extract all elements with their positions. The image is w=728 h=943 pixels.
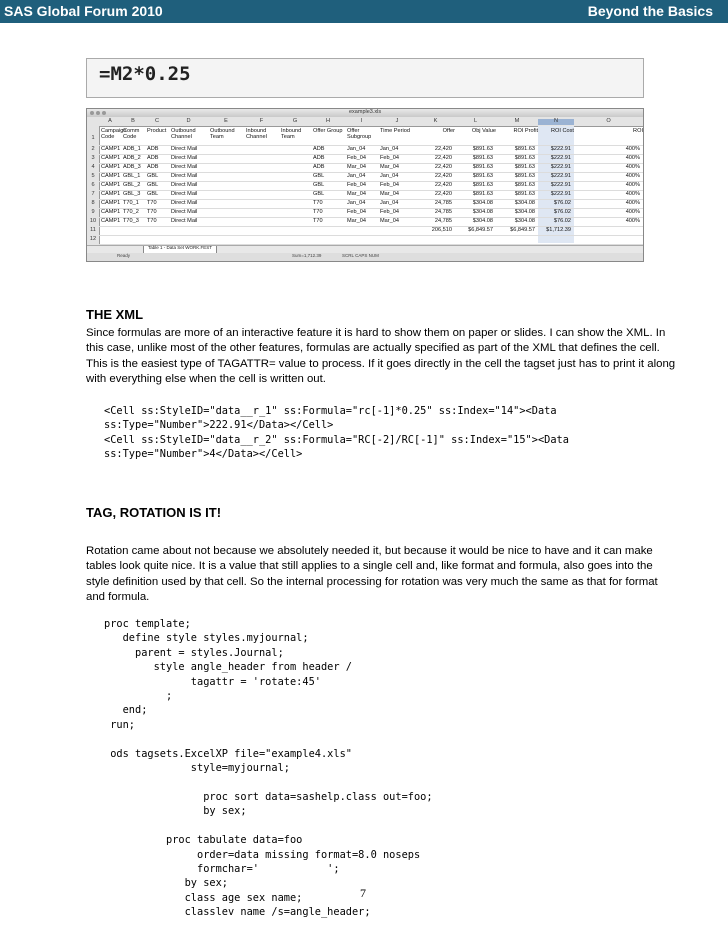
paragraph-line: tables look quite nice. It is a value that still applies to a single cell and, like format and formula, also goes into the	[86, 560, 653, 573]
table-cell: GBL_3	[123, 191, 141, 197]
table-cell: 400%	[625, 200, 640, 206]
table-cell: T70	[313, 200, 323, 206]
table-cell: 400%	[625, 164, 640, 170]
table-cell: CAMP1	[101, 155, 121, 161]
code-line	[104, 819, 433, 833]
table-cell: Direct Mail	[171, 155, 198, 161]
row-header: 9	[91, 209, 95, 215]
table-cell: Jan_04	[380, 200, 399, 206]
code-line: define style styles.myjournal;	[104, 632, 309, 645]
table-cell: GBL	[313, 182, 325, 188]
table-cell: ADB_3	[123, 164, 141, 170]
column-header: D	[186, 118, 191, 124]
table-cell: 22,420	[434, 191, 452, 197]
header-cell: Time Period	[380, 128, 410, 134]
paragraph-line: this case, unlike most of the other features, formulas are actually specified as part of the XML that defines the cell.	[86, 342, 660, 355]
table-cell: T70_2	[123, 209, 139, 215]
code-line: proc tabulate data=foo	[104, 834, 303, 847]
table-cell: Jan_04	[380, 173, 399, 179]
table-cell: $891.63	[514, 164, 535, 170]
table-cell: ADB	[313, 164, 325, 170]
table-cell: Direct Mail	[171, 209, 198, 215]
table-cell: $891.63	[514, 146, 535, 152]
table-cell: T70	[313, 209, 323, 215]
column-header: J	[395, 118, 399, 124]
table-cell: ADB_1	[123, 146, 141, 152]
table-cell: CAMP1	[101, 191, 121, 197]
code-line	[104, 732, 433, 746]
column-header: O	[606, 118, 611, 124]
section-title: TAG, ROTATION IS IT!	[86, 505, 222, 520]
table-cell: $304.08	[472, 218, 493, 224]
code-line: run;	[104, 718, 135, 731]
code-line: ods tagsets.ExcelXP file="example4.xls"	[104, 747, 352, 760]
table-cell: CAMP1	[101, 182, 121, 188]
code-line: formchar=' ';	[104, 862, 340, 875]
table-cell: 400%	[625, 173, 640, 179]
row-header: 8	[91, 200, 95, 206]
code-line: ;	[104, 690, 173, 703]
table-cell: $891.63	[514, 182, 535, 188]
column-header: E	[224, 118, 228, 124]
table-cell: $222.91	[550, 155, 571, 161]
table-cell: $891.63	[472, 146, 493, 152]
table-cell: Direct Mail	[171, 200, 198, 206]
table-cell: Mar_04	[347, 191, 366, 197]
header-cell: Outbound Team	[210, 128, 235, 140]
table-cell: $76.02	[553, 200, 571, 206]
table-cell: $222.91	[550, 173, 571, 179]
code-line: classlev name /s=angle_header;	[104, 906, 371, 919]
status-modes: SCRL CAPS NUM	[342, 253, 379, 258]
header-cell: Inbound Team	[281, 128, 302, 140]
table-cell: CAMP1	[101, 164, 121, 170]
table-cell: Mar_04	[380, 218, 399, 224]
code-line: ss:Type="Number">222.91</Data></Cell>	[104, 419, 334, 432]
sheet-tab: Table 1 - Data Set WORK.FEST	[143, 246, 217, 254]
header-cell: ROI	[633, 128, 643, 134]
table-cell: $222.91	[550, 164, 571, 170]
row-header: 3	[91, 155, 95, 161]
row-header: 5	[91, 173, 95, 179]
column-header: K	[433, 118, 438, 124]
table-cell: T70	[147, 218, 157, 224]
column-header: N	[538, 119, 574, 125]
table-cell: 22,420	[434, 173, 452, 179]
table-cell: T70	[147, 209, 157, 215]
table-cell: $891.63	[472, 164, 493, 170]
table-cell: Mar_04	[347, 164, 366, 170]
table-cell: 400%	[625, 191, 640, 197]
table-cell: Feb_04	[347, 182, 366, 188]
column-header: I	[360, 118, 363, 124]
table-cell: $76.02	[553, 218, 571, 224]
table-cell: $891.63	[514, 173, 535, 179]
table-cell: 400%	[625, 209, 640, 215]
table-cell: $222.91	[550, 182, 571, 188]
code-line: by sex;	[104, 877, 228, 890]
table-cell: $891.63	[472, 155, 493, 161]
table-cell: $891.63	[514, 191, 535, 197]
formula-bar-screenshot	[86, 58, 644, 98]
table-cell: GBL	[313, 191, 325, 197]
status-ready: Ready	[117, 253, 131, 258]
page-header	[0, 0, 728, 23]
paragraph-line: Since formulas are more of an interactive feature it is hard to show them on paper or slides. I can show the XML. In	[86, 327, 666, 339]
row-header: 11	[90, 227, 96, 233]
table-cell: $222.91	[550, 191, 571, 197]
table-cell: T70	[147, 200, 157, 206]
code-line: style angle_header from header /	[104, 661, 352, 674]
spreadsheet-screenshot	[86, 108, 644, 262]
table-cell: ADB_2	[123, 155, 141, 161]
row-header: 10	[89, 218, 97, 224]
code-line: tagattr = 'rotate:45'	[104, 675, 321, 688]
header-cell: Offer	[442, 128, 455, 134]
table-cell: 400%	[625, 146, 640, 152]
table-cell: CAMP1	[101, 209, 121, 215]
paragraph-line: Rotation came about not because we absolutely needed it, but because it would be nice to have and it can make	[86, 545, 653, 557]
table-cell: GBL	[313, 173, 325, 179]
formula-text: =M2*0.25	[99, 63, 191, 85]
paragraph-line: style definition used by that cell. So the internal processing for rotation was very much the same as that for format	[86, 575, 658, 588]
header-cell: Outbound Channel	[171, 128, 196, 140]
code-line: style=myjournal;	[104, 762, 290, 775]
code-line: order=data missing format=8.0 noseps	[104, 848, 421, 861]
table-cell: Direct Mail	[171, 146, 198, 152]
table-cell: GBL	[147, 173, 159, 179]
window-title: example3.xls	[349, 109, 382, 115]
table-cell: T70_3	[123, 218, 139, 224]
header-cell: Product	[147, 128, 167, 134]
table-cell: ADB	[313, 155, 325, 161]
grid-line	[99, 235, 643, 236]
table-cell: ADB	[147, 164, 159, 170]
table-cell: Direct Mail	[171, 182, 198, 188]
table-cell: 24,785	[434, 218, 452, 224]
code-line: <Cell ss:StyleID="data__r_1" ss:Formula="rc[-1]*0.25" ss:Index="14"><Data	[104, 405, 557, 417]
table-cell: $304.08	[514, 218, 535, 224]
table-cell: CAMP1	[101, 173, 121, 179]
table-cell: 22,420	[434, 182, 452, 188]
table-cell: Mar_04	[347, 218, 366, 224]
table-cell: GBL	[147, 182, 159, 188]
header-cell: ROI Profit	[513, 128, 538, 134]
table-cell: Feb_04	[347, 209, 366, 215]
table-cell: 24,785	[434, 209, 452, 215]
column-header: C	[154, 118, 160, 124]
column-header: B	[131, 118, 135, 124]
table-cell: ADB	[313, 146, 325, 152]
table-cell: Direct Mail	[171, 173, 198, 179]
section-name: Beyond the Basics	[587, 3, 713, 19]
table-cell: ADB	[147, 155, 159, 161]
table-cell: Jan_04	[347, 200, 366, 206]
code-line	[104, 775, 433, 789]
section-title: THE XML	[86, 307, 144, 322]
table-cell: Direct Mail	[171, 164, 198, 170]
column-header: L	[473, 118, 478, 124]
table-cell: Feb_04	[380, 155, 399, 161]
table-cell: 400%	[625, 218, 640, 224]
paragraph-line: with everything else when the cell is written out.	[86, 373, 326, 386]
table-cell: $304.08	[514, 200, 535, 206]
table-cell: $891.63	[472, 173, 493, 179]
table-cell: $6,849.57	[510, 227, 535, 233]
paragraph-line: and formula.	[86, 591, 150, 604]
table-cell: $6,849.57	[468, 227, 493, 233]
table-cell: GBL_2	[123, 182, 141, 188]
sas-code-block	[104, 617, 433, 920]
status-bar	[87, 253, 643, 261]
header-cell: Obj Value	[471, 128, 496, 134]
column-header: G	[292, 118, 298, 124]
row-header: 6	[91, 182, 95, 188]
code-line: proc sort data=sashelp.class out=foo;	[104, 790, 433, 803]
table-cell: CAMP1	[101, 146, 121, 152]
table-cell: ADB	[147, 146, 159, 152]
status-sum: Sum=1,712.39	[292, 253, 322, 258]
section-paragraph	[86, 544, 658, 606]
row-header: 1	[91, 135, 95, 141]
table-cell: T70	[313, 218, 323, 224]
table-cell: Mar_04	[380, 191, 399, 197]
table-cell: 22,420	[434, 155, 452, 161]
table-cell: GBL_1	[123, 173, 141, 179]
conference-name: SAS Global Forum 2010	[4, 3, 163, 19]
paragraph-line: This is the easiest type of TAGATTR= value to process. If it goes directly in the cell the tagset just has to print it along	[86, 357, 676, 370]
row-header: 12	[89, 236, 97, 242]
table-cell: GBL	[147, 191, 159, 197]
code-line: ss:Type="Number">4</Data></Cell>	[104, 448, 303, 461]
code-line: end;	[104, 704, 148, 717]
column-header: H	[325, 118, 331, 124]
header-cell: Campaign Code	[101, 128, 127, 140]
header-cell: Inbound Channel	[246, 128, 267, 140]
table-cell: Jan_04	[347, 146, 366, 152]
table-cell: Feb_04	[380, 182, 399, 188]
table-cell: Direct Mail	[171, 218, 198, 224]
table-cell: $222.91	[550, 146, 571, 152]
table-cell: Direct Mail	[171, 191, 198, 197]
section-paragraph	[86, 326, 676, 388]
table-cell: Feb_04	[347, 155, 366, 161]
table-cell: 400%	[625, 155, 640, 161]
table-cell: $1,712.39	[546, 227, 571, 233]
table-cell: 24,785	[434, 200, 452, 206]
table-cell: $76.02	[553, 209, 571, 215]
code-line: parent = styles.Journal;	[104, 646, 284, 659]
table-cell: $891.63	[472, 191, 493, 197]
page-number: 7	[360, 886, 366, 900]
code-line: <Cell ss:StyleID="data__r_2" ss:Formula="RC[-2]/RC[-1]" ss:Index="15"><Data	[104, 433, 569, 446]
code-line: by sex;	[104, 805, 247, 818]
table-cell: CAMP1	[101, 218, 121, 224]
table-cell: T70_1	[123, 200, 139, 206]
table-cell: $891.63	[514, 155, 535, 161]
row-header: 4	[91, 164, 95, 170]
code-line: class age sex name;	[104, 891, 303, 904]
table-cell: 22,420	[434, 146, 452, 152]
table-cell: 400%	[625, 182, 640, 188]
table-cell: $891.63	[472, 182, 493, 188]
header-cell: Offer Group	[313, 128, 343, 134]
table-cell: Jan_04	[347, 173, 366, 179]
code-line: proc template;	[104, 618, 191, 630]
column-header: M	[514, 118, 520, 124]
table-cell: $304.08	[472, 209, 493, 215]
table-cell: Jan_04	[380, 146, 399, 152]
table-cell: CAMP1	[101, 200, 121, 206]
column-header: F	[259, 118, 264, 124]
table-cell: 22,420	[434, 164, 452, 170]
header-cell: Comm Code	[123, 128, 140, 140]
row-headers	[87, 126, 100, 245]
column-header: A	[108, 118, 112, 124]
row-header: 7	[91, 191, 95, 197]
table-cell: Feb_04	[380, 209, 399, 215]
xml-code-block	[104, 404, 569, 462]
row-header: 2	[91, 146, 95, 152]
table-cell: $304.08	[472, 200, 493, 206]
table-cell: Mar_04	[380, 164, 399, 170]
table-cell: 206,510	[431, 227, 452, 233]
header-cell: Offer Subgroup	[347, 128, 372, 140]
table-cell: $304.08	[514, 209, 535, 215]
header-cell: ROI Cost	[550, 128, 574, 134]
